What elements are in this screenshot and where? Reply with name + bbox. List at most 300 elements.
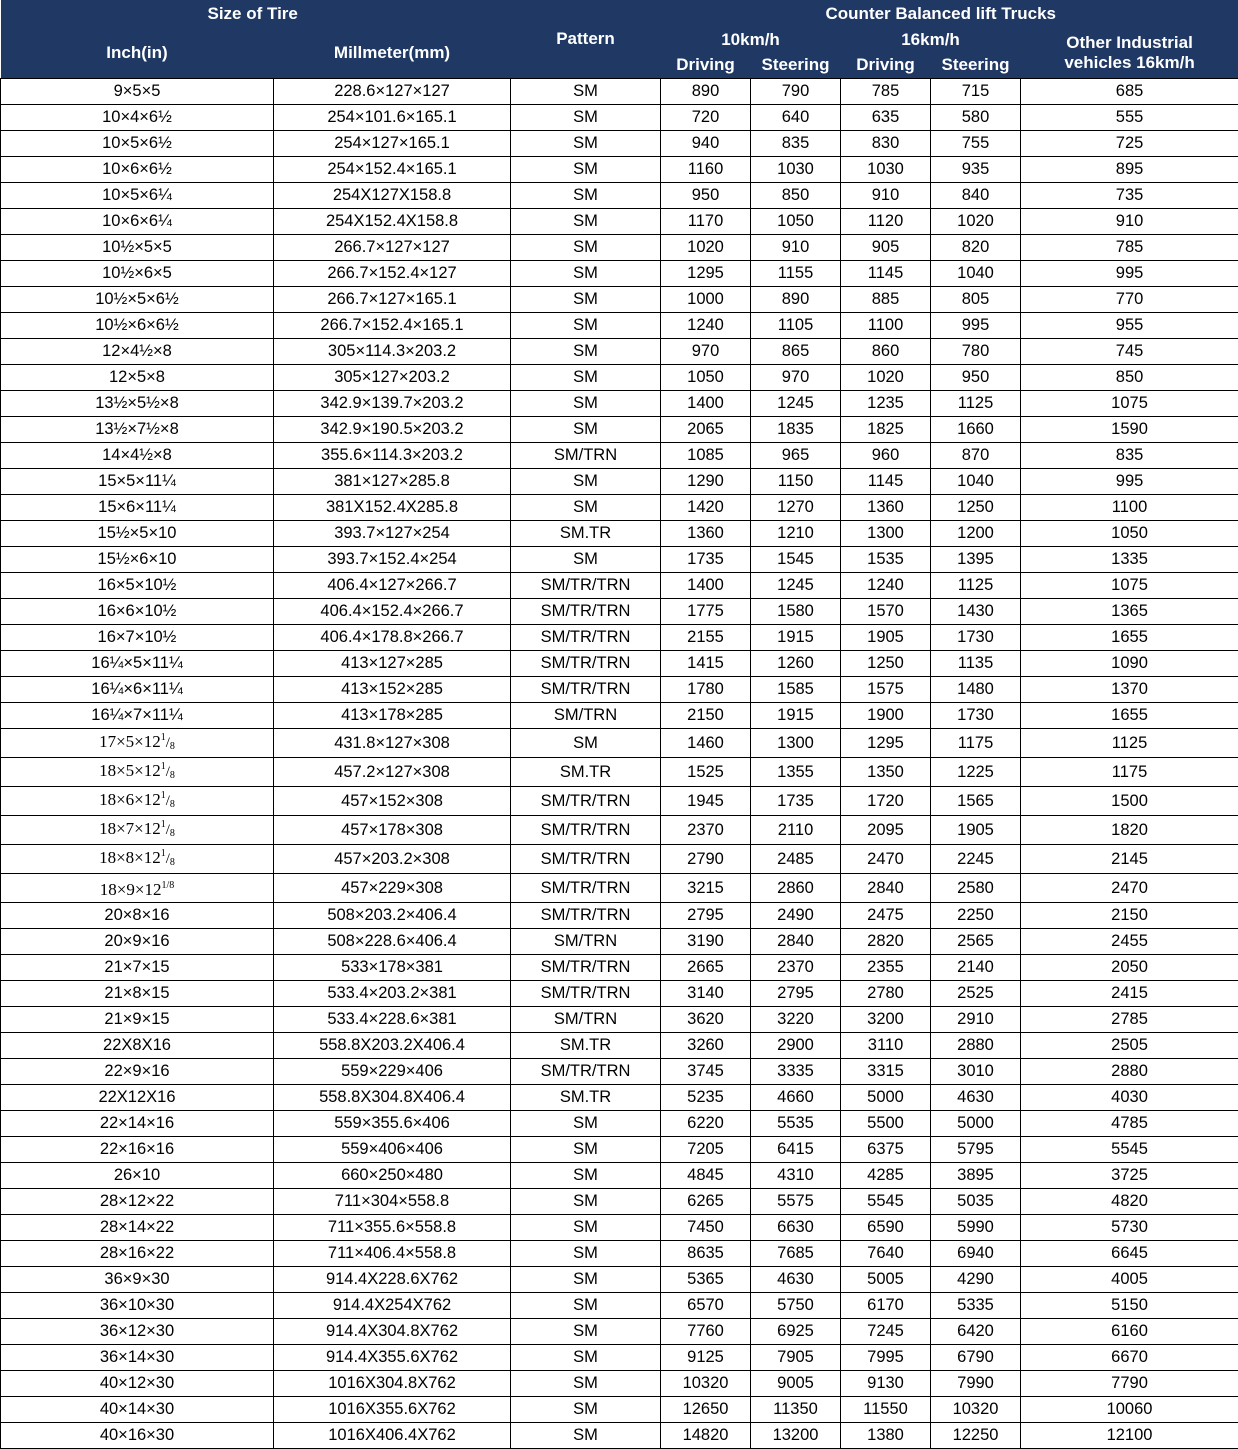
pattern-cell: SM [511, 286, 661, 312]
table-row [1, 234, 1238, 260]
table-row [1, 1162, 1238, 1188]
other-cell: 4005 [1021, 1266, 1238, 1292]
inch-cell: 16¼×7×11¼ [1, 702, 274, 728]
driving-16-cell: 1905 [841, 624, 931, 650]
mm-cell: 305×127×203.2 [274, 364, 511, 390]
steering-10-cell: 1580 [751, 598, 841, 624]
mm-cell: 559×355.6×406 [274, 1110, 511, 1136]
table-row [1, 980, 1238, 1006]
fraction-denominator: 8 [170, 828, 175, 839]
table-row [1, 902, 1238, 928]
steering-16-cell: 6940 [931, 1240, 1021, 1266]
inch-header: Inch(in) [1, 28, 274, 78]
pattern-cell: SM [511, 1240, 661, 1266]
driving-10-cell: 1290 [661, 468, 751, 494]
fraction-denominator: 8 [170, 770, 175, 781]
steering-16-cell: 2525 [931, 980, 1021, 1006]
driving-16-cell: 1120 [841, 208, 931, 234]
steering-16-cell: 1395 [931, 546, 1021, 572]
driving-16-cell: 2475 [841, 902, 931, 928]
inch-base: 18×8×12 [99, 848, 161, 867]
mm-cell: 413×178×285 [274, 702, 511, 728]
other-cell: 850 [1021, 364, 1238, 390]
mm-cell: 254×127×165.1 [274, 130, 511, 156]
steering-16-cell: 1225 [931, 757, 1021, 786]
fraction-numerator: 1 [161, 790, 166, 801]
mm-cell: 711×304×558.8 [274, 1188, 511, 1214]
other-vehicles-header: Other Industrial vehicles 16km/h [1021, 28, 1238, 78]
other-cell: 1075 [1021, 572, 1238, 598]
mm-cell: 266.7×152.4×165.1 [274, 312, 511, 338]
inch-cell: 40×12×30 [1, 1370, 274, 1396]
driving-16-cell: 1570 [841, 598, 931, 624]
table-row [1, 1214, 1238, 1240]
pattern-cell: SM [511, 1136, 661, 1162]
other-cell: 955 [1021, 312, 1238, 338]
driving-16-cell: 910 [841, 182, 931, 208]
steering-16-cell: 1135 [931, 650, 1021, 676]
steering-10-cell: 1355 [751, 757, 841, 786]
other-cell: 770 [1021, 286, 1238, 312]
steering-10-header: Steering [751, 52, 841, 78]
driving-16-cell: 2470 [841, 844, 931, 873]
driving-10-cell: 940 [661, 130, 751, 156]
steering-16-cell: 1660 [931, 416, 1021, 442]
driving-10-cell: 6570 [661, 1292, 751, 1318]
driving-10-cell: 3745 [661, 1058, 751, 1084]
inch-base: 18×5×12 [99, 761, 161, 780]
driving-10-cell: 2155 [661, 624, 751, 650]
other-cell: 1125 [1021, 728, 1238, 757]
table-row [1, 312, 1238, 338]
driving-16-cell: 7995 [841, 1344, 931, 1370]
steering-16-cell: 3895 [931, 1162, 1021, 1188]
steering-10-cell: 3220 [751, 1006, 841, 1032]
steering-16-cell: 1905 [931, 815, 1021, 844]
other-cell: 1590 [1021, 416, 1238, 442]
driving-16-cell: 6170 [841, 1292, 931, 1318]
speed-16-header: 16km/h [841, 28, 1021, 52]
steering-16-cell: 950 [931, 364, 1021, 390]
steering-10-cell: 9005 [751, 1370, 841, 1396]
mm-cell: 508×203.2×406.4 [274, 902, 511, 928]
inch-cell: 22×16×16 [1, 1136, 274, 1162]
mm-cell: 355.6×114.3×203.2 [274, 442, 511, 468]
mm-cell: 266.7×152.4×127 [274, 260, 511, 286]
driving-16-cell: 785 [841, 78, 931, 104]
inch-cell: 10½×6×6½ [1, 312, 274, 338]
inch-cell: 20×8×16 [1, 902, 274, 928]
driving-10-cell: 6265 [661, 1188, 751, 1214]
steering-16-cell: 5335 [931, 1292, 1021, 1318]
driving-10-cell: 2065 [661, 416, 751, 442]
table-row [1, 468, 1238, 494]
other-cell: 3725 [1021, 1162, 1238, 1188]
mm-cell: 305×114.3×203.2 [274, 338, 511, 364]
steering-16-cell: 715 [931, 78, 1021, 104]
other-cell: 725 [1021, 130, 1238, 156]
steering-16-cell: 12250 [931, 1422, 1021, 1448]
other-cell: 2455 [1021, 928, 1238, 954]
steering-16-cell: 6790 [931, 1344, 1021, 1370]
mm-cell: 381X152.4X285.8 [274, 494, 511, 520]
inch-cell: 12×4½×8 [1, 338, 274, 364]
other-cell: 4785 [1021, 1110, 1238, 1136]
inch-cell: 10×6×6¼ [1, 208, 274, 234]
driving-16-cell: 1350 [841, 757, 931, 786]
pattern-cell: SM/TR/TRN [511, 873, 661, 902]
driving-16-cell: 9130 [841, 1370, 931, 1396]
inch-cell: 10×5×6¼ [1, 182, 274, 208]
steering-10-cell: 7685 [751, 1240, 841, 1266]
driving-10-cell: 890 [661, 78, 751, 104]
inch-cell: 16¼×6×11¼ [1, 676, 274, 702]
steering-10-cell: 1150 [751, 468, 841, 494]
driving-10-cell: 10320 [661, 1370, 751, 1396]
inch-base: 18×7×12 [99, 819, 161, 838]
driving-10-cell: 14820 [661, 1422, 751, 1448]
mm-cell: 533.4×228.6×381 [274, 1006, 511, 1032]
steering-10-cell: 3335 [751, 1058, 841, 1084]
pattern-cell: SM/TR/TRN [511, 1058, 661, 1084]
driving-10-cell: 9125 [661, 1344, 751, 1370]
pattern-cell: SM/TRN [511, 442, 661, 468]
table-row [1, 1318, 1238, 1344]
inch-cell: $17\times 5\times 12^1/8$ [1, 728, 274, 757]
inch-cell [1, 873, 274, 902]
driving-16-cell: 5545 [841, 1188, 931, 1214]
driving-16-cell: 885 [841, 286, 931, 312]
steering-10-cell: 1270 [751, 494, 841, 520]
driving-10-cell: 720 [661, 104, 751, 130]
other-cell: 1100 [1021, 494, 1238, 520]
table-header [1, 0, 1238, 78]
other-cell: 5730 [1021, 1214, 1238, 1240]
table-row [1, 572, 1238, 598]
table-row [1, 546, 1238, 572]
steering-10-cell: 2490 [751, 902, 841, 928]
pattern-cell: SM [511, 156, 661, 182]
inch-cell: $18\times 6\times 12^1/8$ [1, 786, 274, 815]
table-row [1, 1188, 1238, 1214]
driving-10-cell: 3140 [661, 980, 751, 1006]
inch-cell: 15×6×11¼ [1, 494, 274, 520]
pattern-cell: SM [511, 364, 661, 390]
inch-cell: 15×5×11¼ [1, 468, 274, 494]
inch-cell: 21×8×15 [1, 980, 274, 1006]
steering-10-cell: 2900 [751, 1032, 841, 1058]
mm-cell: 914.4X355.6X762 [274, 1344, 511, 1370]
steering-16-cell: 2580 [931, 873, 1021, 902]
driving-10-cell: 1000 [661, 286, 751, 312]
driving-10-cell: 1525 [661, 757, 751, 786]
fraction-denominator: 8 [170, 741, 175, 752]
other-cell: 6645 [1021, 1240, 1238, 1266]
steering-16-cell: 1125 [931, 390, 1021, 416]
table-body [1, 78, 1238, 1448]
pattern-cell: SM [511, 312, 661, 338]
driving-16-cell: 1250 [841, 650, 931, 676]
inch-cell: 10½×5×5 [1, 234, 274, 260]
steering-16-cell: 870 [931, 442, 1021, 468]
driving-16-cell: 7640 [841, 1240, 931, 1266]
table-row [1, 1370, 1238, 1396]
table-row [1, 1422, 1238, 1448]
driving-10-cell: 1160 [661, 156, 751, 182]
inch-cell: 36×9×30 [1, 1266, 274, 1292]
table-row [1, 1136, 1238, 1162]
other-cell: 1370 [1021, 676, 1238, 702]
steering-10-cell: 965 [751, 442, 841, 468]
driving-10-cell: 2150 [661, 702, 751, 728]
steering-10-cell: 970 [751, 364, 841, 390]
steering-16-cell: 1175 [931, 728, 1021, 757]
steering-16-cell: 1565 [931, 786, 1021, 815]
driving-10-cell: 8635 [661, 1240, 751, 1266]
fraction-numerator: 1 [161, 819, 166, 830]
table-row [1, 1084, 1238, 1110]
steering-10-cell: 2860 [751, 873, 841, 902]
table-row [1, 624, 1238, 650]
other-cell: 1500 [1021, 786, 1238, 815]
mm-cell: 254X152.4X158.8 [274, 208, 511, 234]
inch-cell: 16×6×10½ [1, 598, 274, 624]
steering-10-cell: 2485 [751, 844, 841, 873]
table-row [1, 1396, 1238, 1422]
pattern-cell: SM/TR/TRN [511, 650, 661, 676]
driving-16-cell: 3110 [841, 1032, 931, 1058]
pattern-cell: SM [511, 1370, 661, 1396]
steering-10-cell: 5750 [751, 1292, 841, 1318]
table-row [1, 494, 1238, 520]
mm-cell: 1016X304.8X762 [274, 1370, 511, 1396]
steering-10-cell: 4630 [751, 1266, 841, 1292]
fraction-numerator: 1 [161, 732, 166, 743]
table-row [1, 1110, 1238, 1136]
steering-16-cell: 1730 [931, 624, 1021, 650]
mm-cell: 406.4×127×266.7 [274, 572, 511, 598]
pattern-cell: SM/TRN [511, 702, 661, 728]
table-row [1, 728, 1238, 757]
table-row [1, 844, 1238, 873]
driving-16-cell: 6590 [841, 1214, 931, 1240]
table-row [1, 208, 1238, 234]
pattern-cell: SM/TR/TRN [511, 954, 661, 980]
pattern-cell: SM.TR [511, 757, 661, 786]
inch-cell: 22X12X16 [1, 1084, 274, 1110]
driving-16-cell: 2780 [841, 980, 931, 1006]
steering-16-cell: 1730 [931, 702, 1021, 728]
pattern-cell: SM/TR/TRN [511, 676, 661, 702]
inch-cell: 22×14×16 [1, 1110, 274, 1136]
steering-16-cell: 935 [931, 156, 1021, 182]
steering-16-cell: 1250 [931, 494, 1021, 520]
driving-16-cell: 5005 [841, 1266, 931, 1292]
mm-cell: 559×406×406 [274, 1136, 511, 1162]
mm-cell: 431.8×127×308 [274, 728, 511, 757]
mm-cell: 558.8X304.8X406.4 [274, 1084, 511, 1110]
other-cell: 745 [1021, 338, 1238, 364]
driving-16-cell: 1235 [841, 390, 931, 416]
mm-cell: 457.2×127×308 [274, 757, 511, 786]
driving-16-cell: 1100 [841, 312, 931, 338]
driving-16-cell: 7245 [841, 1318, 931, 1344]
pattern-cell: SM.TR [511, 1084, 661, 1110]
steering-10-cell: 790 [751, 78, 841, 104]
driving-16-cell: 6375 [841, 1136, 931, 1162]
steering-16-cell: 4290 [931, 1266, 1021, 1292]
driving-16-cell: 1575 [841, 676, 931, 702]
driving-16-cell: 2840 [841, 873, 931, 902]
other-cell: 1335 [1021, 546, 1238, 572]
driving-16-cell: 1380 [841, 1422, 931, 1448]
steering-10-cell: 4310 [751, 1162, 841, 1188]
driving-10-cell: 1460 [661, 728, 751, 757]
pattern-cell: SM [511, 1318, 661, 1344]
inch-cell: 20×9×16 [1, 928, 274, 954]
other-cell: 1075 [1021, 390, 1238, 416]
other-cell: 735 [1021, 182, 1238, 208]
inch-cell: 13½×5½×8 [1, 390, 274, 416]
fraction-superscript: 1/8 [161, 880, 174, 891]
other-cell: 4030 [1021, 1084, 1238, 1110]
pattern-cell: SM [511, 1162, 661, 1188]
driving-10-cell: 2790 [661, 844, 751, 873]
pattern-cell: SM [511, 78, 661, 104]
driving-10-cell: 1420 [661, 494, 751, 520]
driving-16-cell: 1300 [841, 520, 931, 546]
driving-16-cell: 11550 [841, 1396, 931, 1422]
steering-10-cell: 1245 [751, 390, 841, 416]
other-cell: 2145 [1021, 844, 1238, 873]
driving-16-cell: 2820 [841, 928, 931, 954]
table-row [1, 286, 1238, 312]
driving-16-cell: 3315 [841, 1058, 931, 1084]
other-cell: 7790 [1021, 1370, 1238, 1396]
steering-10-cell: 2840 [751, 928, 841, 954]
steering-10-cell: 6415 [751, 1136, 841, 1162]
steering-16-cell: 10320 [931, 1396, 1021, 1422]
pattern-cell: SM/TR/TRN [511, 786, 661, 815]
inch-cell: 16¼×5×11¼ [1, 650, 274, 676]
pattern-cell: SM [511, 1266, 661, 1292]
mm-cell: 660×250×480 [274, 1162, 511, 1188]
other-cell: 2150 [1021, 902, 1238, 928]
mm-cell: 381×127×285.8 [274, 468, 511, 494]
inch-cell: 10×4×6½ [1, 104, 274, 130]
table-row [1, 1058, 1238, 1084]
driving-10-cell: 970 [661, 338, 751, 364]
pattern-cell: SM [511, 1344, 661, 1370]
other-cell: 5545 [1021, 1136, 1238, 1162]
steering-16-cell: 1040 [931, 468, 1021, 494]
other-cell: 555 [1021, 104, 1238, 130]
steering-10-cell: 5575 [751, 1188, 841, 1214]
driving-16-cell: 1145 [841, 468, 931, 494]
driving-16-cell: 1720 [841, 786, 931, 815]
pattern-cell: SM [511, 104, 661, 130]
mm-cell: 254×152.4×165.1 [274, 156, 511, 182]
table-row [1, 182, 1238, 208]
steering-10-cell: 6630 [751, 1214, 841, 1240]
driving-16-cell: 1535 [841, 546, 931, 572]
steering-10-cell: 2110 [751, 815, 841, 844]
pattern-cell: SM/TRN [511, 1006, 661, 1032]
steering-10-cell: 13200 [751, 1422, 841, 1448]
table-row [1, 156, 1238, 182]
mm-cell: 533×178×381 [274, 954, 511, 980]
driving-10-cell: 1050 [661, 364, 751, 390]
pattern-cell: SM [511, 338, 661, 364]
driving-10-cell: 2370 [661, 815, 751, 844]
driving-10-cell: 7760 [661, 1318, 751, 1344]
driving-16-cell: 3200 [841, 1006, 931, 1032]
inch-cell: 15½×5×10 [1, 520, 274, 546]
steering-10-cell: 890 [751, 286, 841, 312]
steering-16-cell: 2250 [931, 902, 1021, 928]
table-row [1, 676, 1238, 702]
other-cell: 895 [1021, 156, 1238, 182]
driving-10-cell: 1945 [661, 786, 751, 815]
steering-16-cell: 1040 [931, 260, 1021, 286]
inch-cell: 40×16×30 [1, 1422, 274, 1448]
driving-10-cell: 1170 [661, 208, 751, 234]
mm-cell: 266.7×127×165.1 [274, 286, 511, 312]
steering-16-cell: 5795 [931, 1136, 1021, 1162]
inch-cell: $18\times 8\times 12^1/8$ [1, 844, 274, 873]
driving-16-cell: 5000 [841, 1084, 931, 1110]
fraction-denominator: 8 [170, 799, 175, 810]
table-row [1, 815, 1238, 844]
table-row [1, 786, 1238, 815]
driving-10-cell: 3260 [661, 1032, 751, 1058]
pattern-cell: SM [511, 390, 661, 416]
pattern-cell: SM [511, 1422, 661, 1448]
other-cell: 10060 [1021, 1396, 1238, 1422]
other-cell: 685 [1021, 78, 1238, 104]
steering-16-cell: 780 [931, 338, 1021, 364]
other-cell: 910 [1021, 208, 1238, 234]
inch-cell: 28×12×22 [1, 1188, 274, 1214]
driving-10-cell: 1295 [661, 260, 751, 286]
pattern-cell: SM [511, 1188, 661, 1214]
table-row [1, 338, 1238, 364]
steering-16-header: Steering [931, 52, 1021, 78]
inch-cell: 12×5×8 [1, 364, 274, 390]
driving-10-header: Driving [661, 52, 751, 78]
steering-16-cell: 1125 [931, 572, 1021, 598]
steering-16-cell: 580 [931, 104, 1021, 130]
mm-cell: 393.7×127×254 [274, 520, 511, 546]
other-cell: 5150 [1021, 1292, 1238, 1318]
table-row [1, 954, 1238, 980]
inch-cell: 26×10 [1, 1162, 274, 1188]
pattern-cell: SM [511, 1292, 661, 1318]
mm-cell: 406.4×178.8×266.7 [274, 624, 511, 650]
steering-10-cell: 5535 [751, 1110, 841, 1136]
inch-cell: 28×14×22 [1, 1214, 274, 1240]
driving-10-cell: 1085 [661, 442, 751, 468]
pattern-cell: SM/TR/TRN [511, 815, 661, 844]
mm-cell: 457×229×308 [274, 873, 511, 902]
table-row [1, 364, 1238, 390]
driving-16-cell: 4285 [841, 1162, 931, 1188]
driving-10-cell: 5235 [661, 1084, 751, 1110]
inch-cell: $18\times 5\times 12^1/8$ [1, 757, 274, 786]
steering-16-cell: 805 [931, 286, 1021, 312]
inch-cell: 14×4½×8 [1, 442, 274, 468]
table-row [1, 104, 1238, 130]
